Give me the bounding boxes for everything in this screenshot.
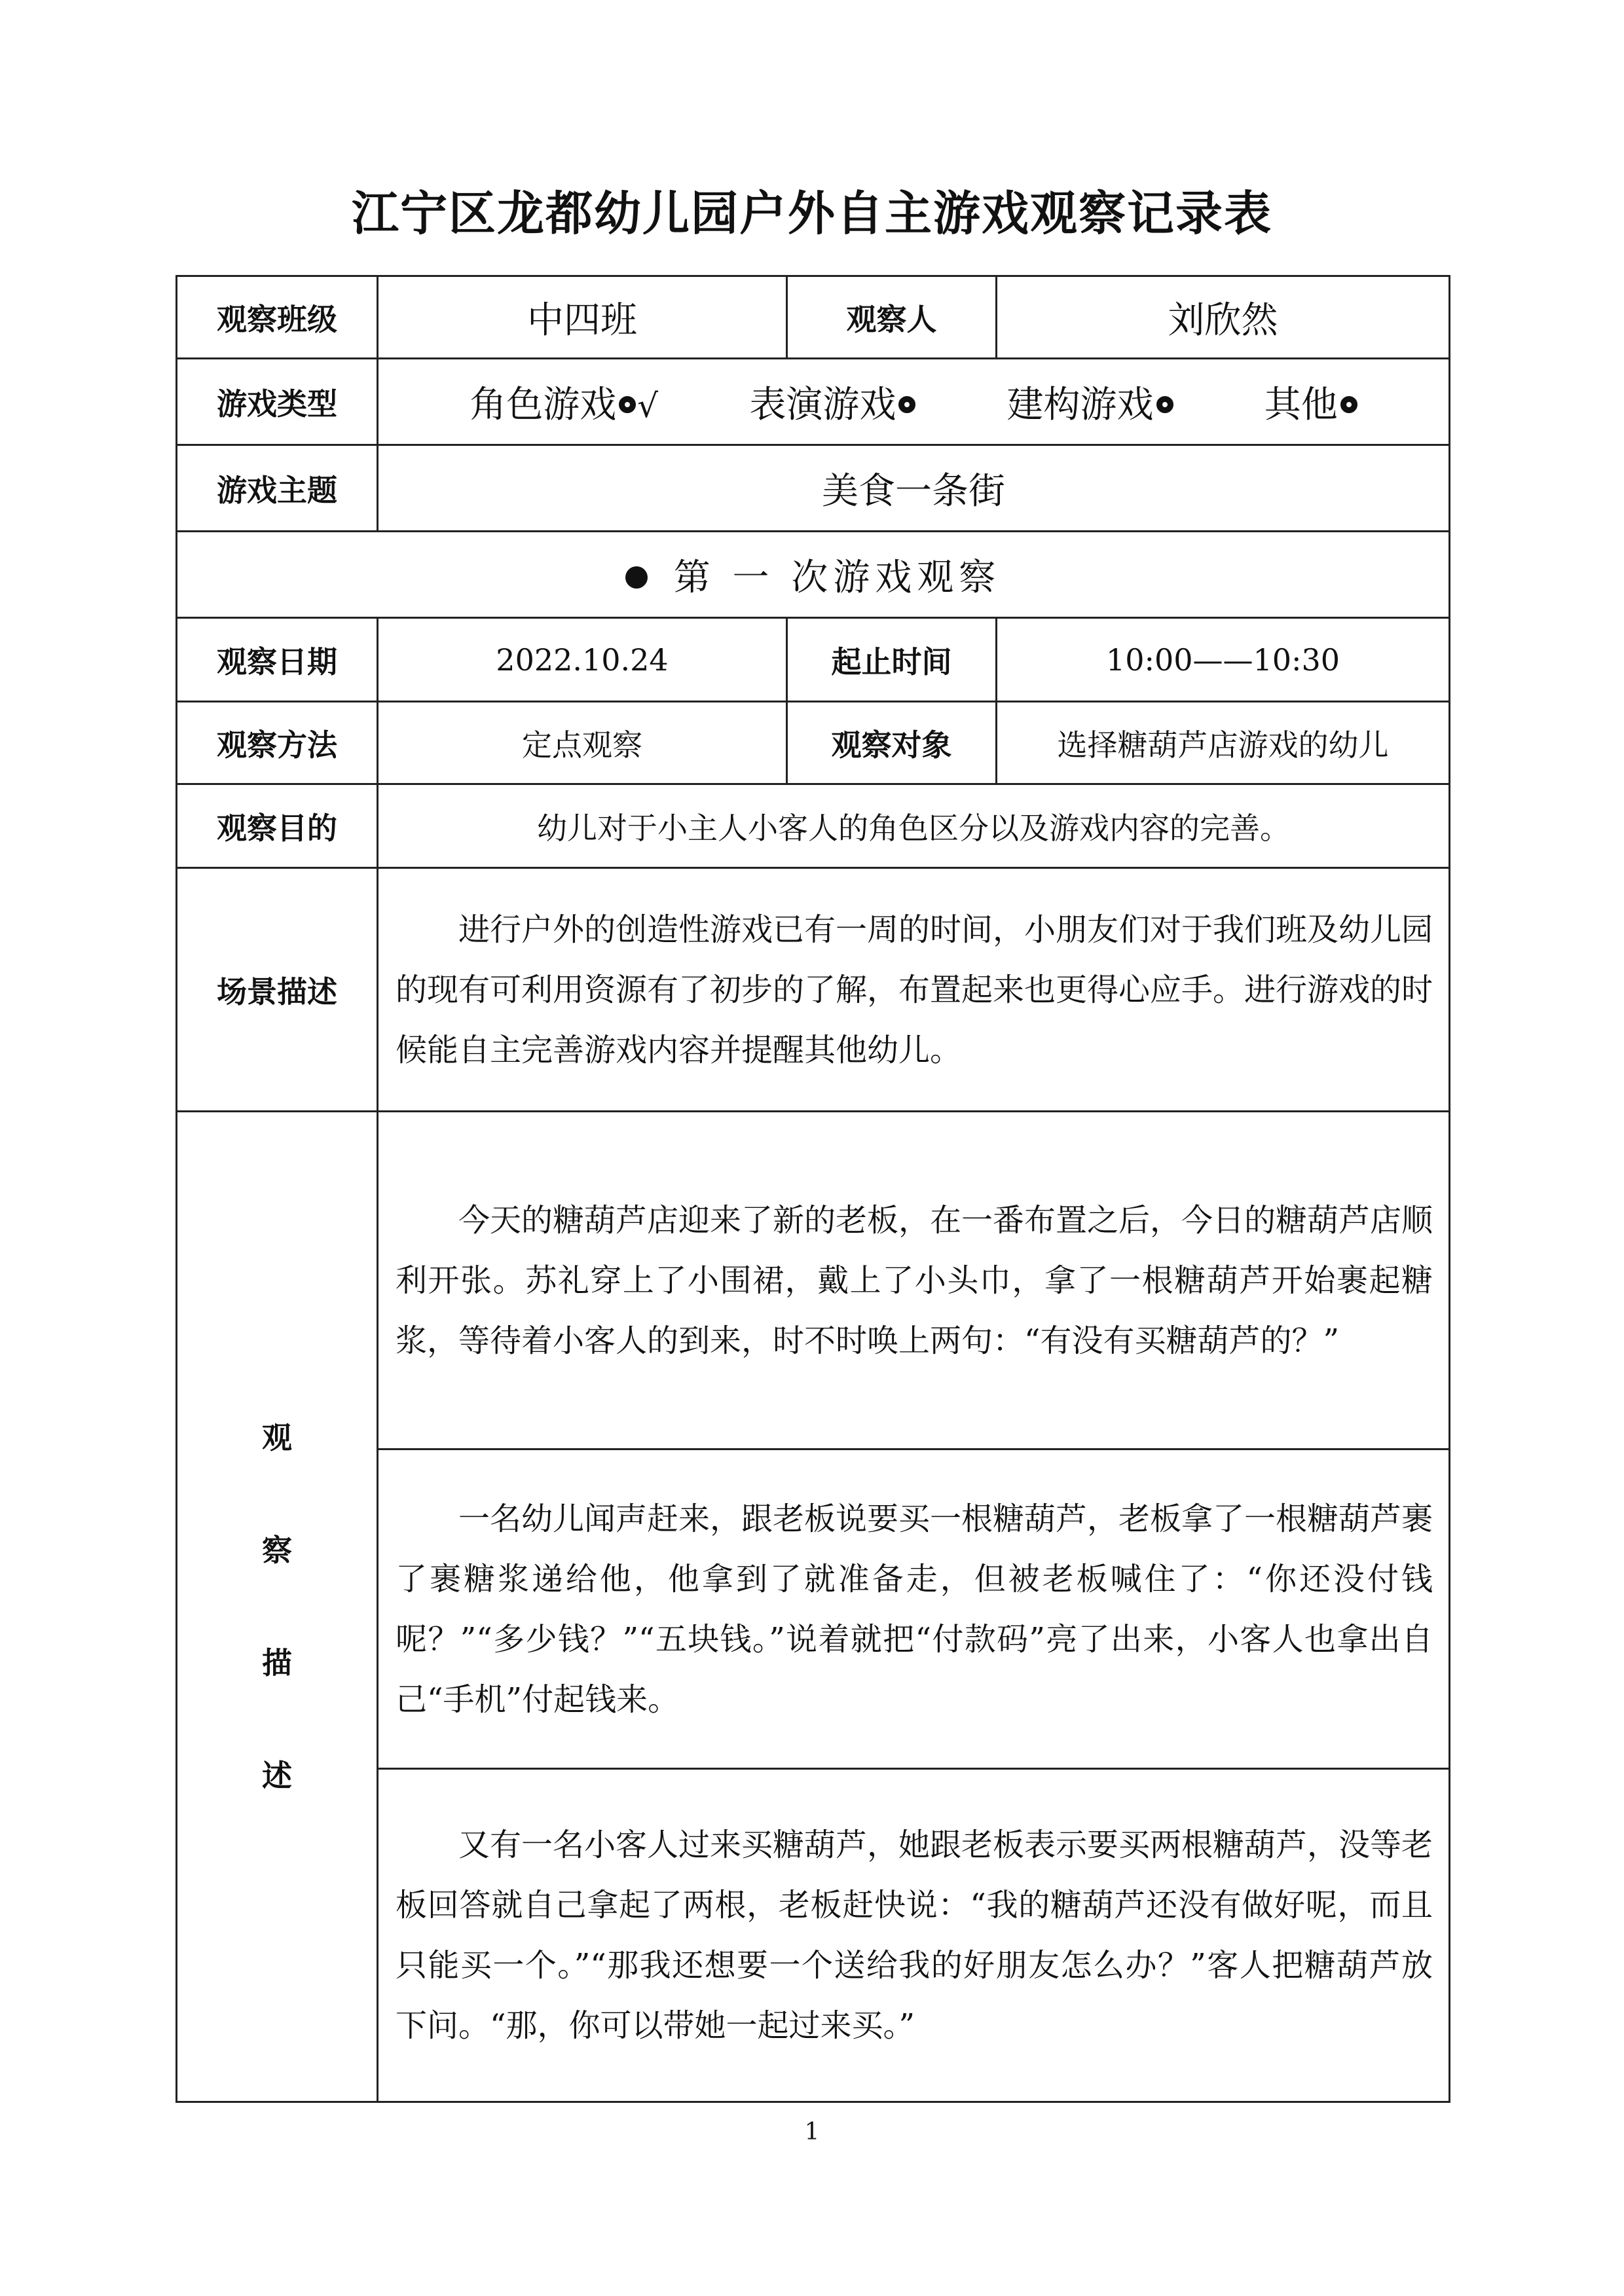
row-purpose <box>177 784 1450 868</box>
theme-label: 游戏主题 <box>177 445 378 532</box>
time-label: 起止时间 <box>787 618 997 702</box>
option-performance[interactable] <box>749 376 915 428</box>
radio-ring-icon <box>898 396 915 413</box>
description-cell-3 <box>378 1769 1450 2102</box>
section-heading <box>177 532 1450 618</box>
game-type-label: 游戏类型 <box>177 359 378 445</box>
page-number: 1 <box>804 2119 820 2145</box>
option-role-play-label: 角色游戏 <box>470 383 617 426</box>
observation-record-table <box>175 275 1450 2103</box>
document-title: 江宁区龙都幼儿园户外自主游戏观察记录表 <box>351 186 1272 241</box>
option-construction[interactable] <box>1007 376 1173 428</box>
date-label: 观察日期 <box>177 618 378 702</box>
option-role-play[interactable] <box>470 376 658 428</box>
target-label: 观察对象 <box>787 702 997 784</box>
time-value: 10:00——10:30 <box>997 618 1450 702</box>
game-type-options <box>378 359 1450 445</box>
row-class-observer <box>177 276 1450 359</box>
option-other-label: 其他 <box>1264 383 1338 426</box>
row-method-target <box>177 702 1450 784</box>
description-cell-1 <box>378 1112 1450 1449</box>
theme-value: 美食一条街 <box>378 445 1450 532</box>
description-label-char: 述 <box>262 1758 292 1793</box>
bullet-icon <box>625 566 648 589</box>
description-label-char: 描 <box>262 1645 292 1681</box>
description-paragraph-1: 今天的糖葫芦店迎来了新的老板，在一番布置之后，今日的糖葫芦店顺利开张。苏礼穿上了小围裙，戴上了小头巾，拿了一根糖葫芦开始裹起糖浆，等待着小客人的到来，时不时唤上两句：“有没有买糖葫芦的？” <box>396 1201 1433 1359</box>
observer-value: 刘欣然 <box>997 276 1450 359</box>
scene-paragraph: 进行户外的创造性游戏已有一周的时间，小朋友们对于我们班及幼儿园的现有可利用资源有了初步的了解，布置起来也更得心应手。进行游戏的时候能自主完善游戏内容并提醒其他幼儿。 <box>396 911 1433 1068</box>
radio-ring-icon <box>1340 396 1357 413</box>
purpose-value: 幼儿对于小主人小客人的角色区分以及游戏内容的完善。 <box>378 784 1450 868</box>
date-value: 2022.10.24 <box>378 618 787 702</box>
description-paragraph-3: 又有一名小客人过来买糖葫芦，她跟老板表示要买两根糖葫芦，没等老板回答就自己拿起了两根，老板赶快说：“我的糖葫芦还没有做好呢，而且只能买一个。”“那我还想要一个送给我的好朋友怎么办？”客人把糖葫芦放下问。“那，你可以带她一起过来买。” <box>396 1827 1433 2044</box>
option-other[interactable] <box>1264 376 1357 428</box>
description-cell-2 <box>378 1449 1450 1769</box>
row-scene <box>177 868 1450 1112</box>
description-label <box>177 1112 378 2102</box>
row-theme <box>177 445 1450 532</box>
radio-ring-icon <box>1156 396 1173 413</box>
target-value: 选择糖葫芦店游戏的幼儿 <box>997 702 1450 784</box>
method-value: 定点观察 <box>378 702 787 784</box>
row-description-1 <box>177 1112 1450 1449</box>
class-label: 观察班级 <box>177 276 378 359</box>
method-label: 观察方法 <box>177 702 378 784</box>
purpose-label: 观察目的 <box>177 784 378 868</box>
section-heading-text: 第 一 次游戏观察 <box>673 556 1001 599</box>
row-section-heading <box>177 532 1450 618</box>
radio-ring-icon <box>619 396 636 413</box>
row-date-time <box>177 618 1450 702</box>
description-label-char: 观 <box>262 1420 292 1455</box>
observer-label: 观察人 <box>787 276 997 359</box>
scene-cell <box>378 868 1450 1112</box>
description-label-char: 察 <box>262 1533 292 1568</box>
class-value: 中四班 <box>378 276 787 359</box>
option-construction-label: 建构游戏 <box>1006 383 1154 426</box>
row-game-type <box>177 359 1450 445</box>
scene-label: 场景描述 <box>177 868 378 1112</box>
check-mark: √ <box>637 386 659 425</box>
description-paragraph-2: 一名幼儿闻声赶来，跟老板说要买一根糖葫芦，老板拿了一根糖葫芦裹了裹糖浆递给他，他拿到了就准备走，但被老板喊住了：“你还没付钱呢？”“多少钱？”“五块钱。”说着就把“付款码”亮了出来，小客人也拿出自己“手机”付起钱来。 <box>396 1500 1433 1718</box>
option-performance-label: 表演游戏 <box>749 383 896 426</box>
